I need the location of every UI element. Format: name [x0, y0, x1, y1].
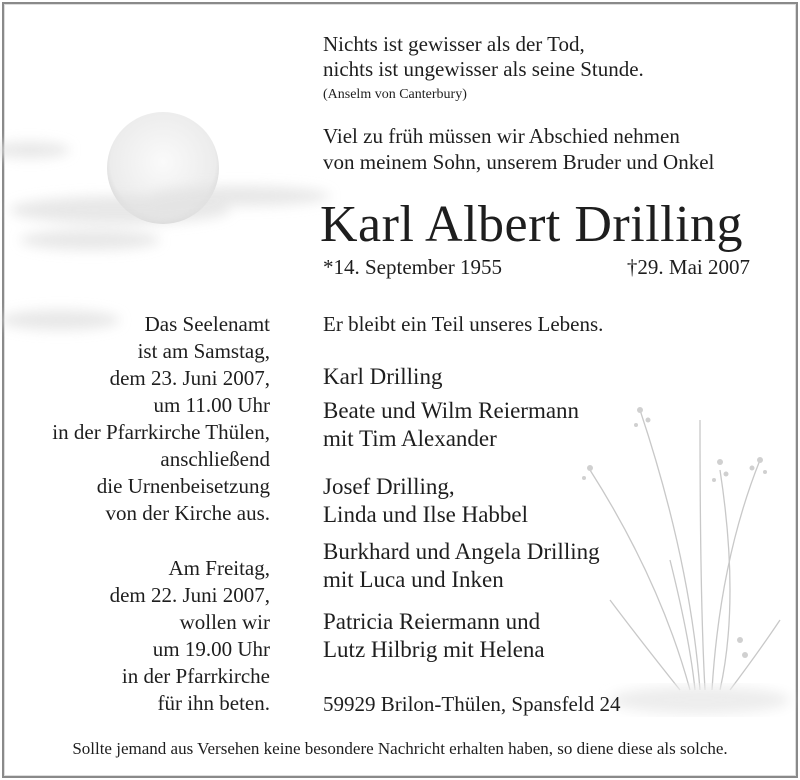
- motto: Er bleibt ein Teil unseres Lebens.: [323, 312, 604, 336]
- service-line: die Urnenbeisetzung: [96, 474, 270, 498]
- deceased-name: Karl Albert Drilling: [320, 196, 744, 253]
- service-line: Am Freitag,: [168, 556, 270, 580]
- mourner-name: Linda und Ilse Habbel: [323, 502, 529, 527]
- service-line: von der Kirche aus.: [105, 501, 270, 525]
- service-line: dem 23. Juni 2007,: [109, 366, 270, 390]
- service-line: anschließend: [160, 447, 270, 471]
- intro-line: von meinem Sohn, unserem Bruder und Onkel: [323, 150, 715, 174]
- service-line: ist am Samstag,: [137, 339, 270, 363]
- grass-icon: [590, 410, 780, 690]
- service-line: für ihn beten.: [157, 691, 270, 715]
- quote-author: (Anselm von Canterbury): [323, 87, 467, 102]
- quote-line: nichts ist ungewisser als seine Stunde.: [323, 57, 644, 81]
- intro-line: Viel zu früh müssen wir Abschied nehmen: [323, 124, 680, 148]
- address: 59929 Brilon-Thülen, Spansfeld 24: [323, 692, 621, 716]
- service-line: dem 22. Juni 2007,: [109, 583, 270, 607]
- mourner-name: Lutz Hilbrig mit Helena: [323, 637, 545, 662]
- death-date: †29. Mai 2007: [626, 255, 750, 279]
- service-line: um 11.00 Uhr: [153, 393, 270, 417]
- mourner-name: mit Tim Alexander: [323, 426, 497, 451]
- service-line: um 19.00 Uhr: [152, 637, 270, 661]
- footer-note: Sollte jemand aus Versehen keine besondere Nachricht erhalten haben, so diene diese als solche.: [72, 739, 728, 758]
- service-line: Das Seelenamt: [144, 312, 270, 336]
- mourner-name: Burkhard und Angela Drilling: [323, 539, 600, 564]
- service-line: in der Pfarrkirche: [121, 664, 270, 688]
- quote-line: Nichts ist gewisser als der Tod,: [323, 32, 585, 56]
- mourner-name: Karl Drilling: [323, 364, 443, 389]
- mourner-name: mit Luca und Inken: [323, 567, 504, 592]
- mourner-name: Patricia Reiermann und: [323, 609, 541, 634]
- birth-date: *14. September 1955: [323, 255, 503, 279]
- mourner-name: Beate und Wilm Reiermann: [323, 398, 580, 423]
- service-line: wollen wir: [179, 610, 270, 634]
- mourner-name: Josef Drilling,: [323, 474, 455, 499]
- service-line: in der Pfarrkirche Thülen,: [52, 420, 270, 444]
